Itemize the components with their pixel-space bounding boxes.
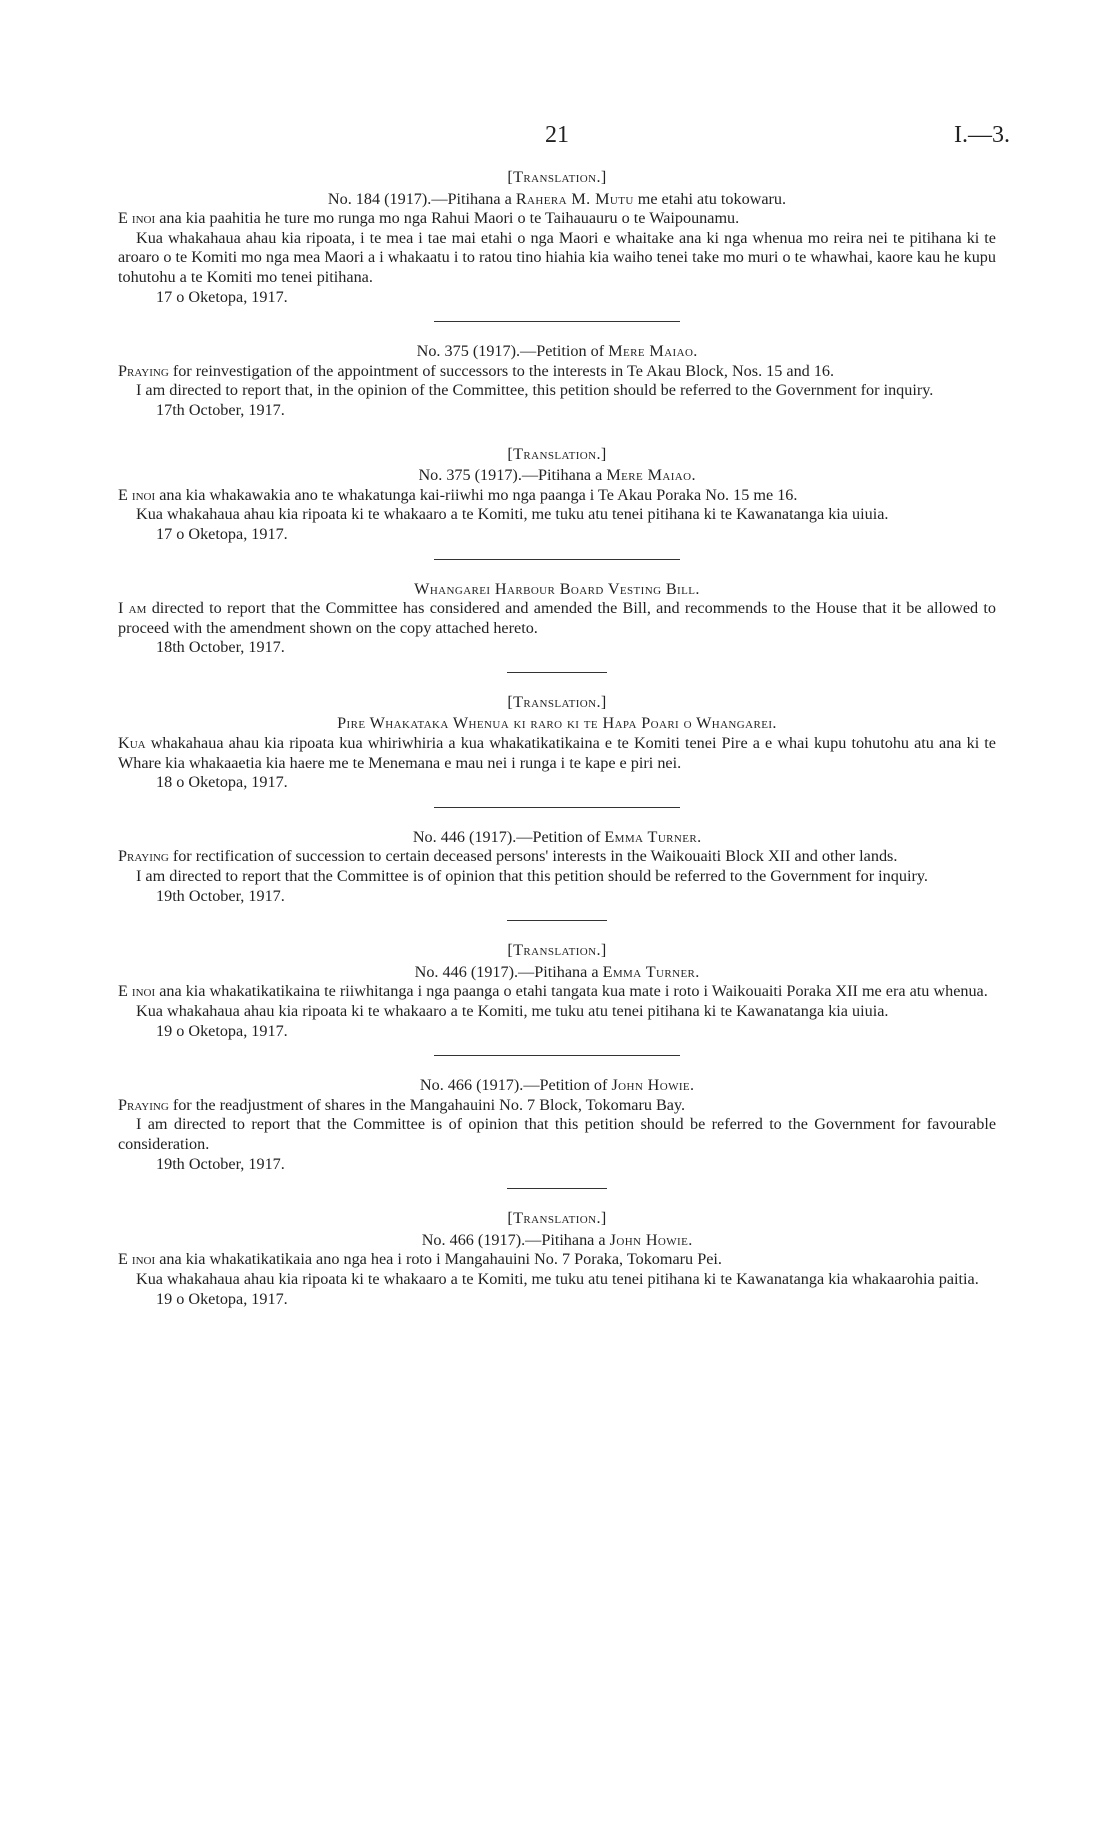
heading-prefix: No. 446 (1917).—Petition of (412, 827, 605, 846)
lead-words: E inoi (118, 1250, 156, 1269)
lead-words: Kua (118, 734, 146, 753)
section-466-translation (118, 1209, 996, 1309)
translation-label: [Translation.] (507, 941, 607, 960)
petitioner-name: Mere Maiao (606, 466, 692, 485)
lead-words: E inoi (118, 485, 156, 504)
petitioner-name: John Howie (609, 1230, 689, 1249)
heading-suffix: . (697, 827, 702, 846)
section-divider (507, 1188, 607, 1189)
section-heading (118, 714, 996, 734)
page-number: 21 (545, 122, 569, 148)
paragraph-text: ana kia whakatikatikaia ano nga hea i roto i Mangahauini No. 7 Poraka, Tokomaru Pei. (155, 1250, 722, 1269)
heading-prefix: No. 466 (1917).—Pitihana a (421, 1230, 610, 1249)
section-divider (507, 672, 607, 673)
bill-title: Whangarei Harbour Board Vesting Bill (414, 579, 696, 598)
section-divider (434, 559, 680, 560)
paragraph: I am directed to report that the Committee is of opinion that this petition should be referred to the Government for inquiry. (136, 867, 928, 886)
heading-suffix: . (688, 1230, 693, 1249)
section-whangarei-bill-translation (118, 693, 996, 793)
paragraph (118, 362, 996, 382)
bill-title: Pire Whakataka Whenua ki raro ki te Hapa Poari o Whangarei (337, 714, 773, 733)
section-184-translation (118, 168, 996, 307)
section-divider (434, 807, 680, 808)
heading-prefix: No. 466 (1917).—Petition of (419, 1076, 612, 1095)
translation-label: [Translation.] (507, 444, 607, 463)
section-heading (118, 963, 996, 983)
section-466 (118, 1076, 996, 1174)
section-446-translation (118, 941, 996, 1041)
paragraph (118, 982, 996, 1002)
section-date: 19 o Oketopa, 1917. (156, 1021, 288, 1040)
petitioner-name: Rahera M. Mutu (515, 189, 634, 208)
document-reference: I.—3. (954, 122, 1010, 148)
heading-suffix: . (690, 1076, 695, 1095)
section-heading (118, 190, 996, 210)
lead-words: I am (118, 599, 147, 618)
heading-suffix: . (695, 579, 700, 598)
paragraph (118, 734, 996, 773)
petitioner-name: John Howie (611, 1076, 691, 1095)
heading-prefix: No. 184 (1917).—Pitihana a (327, 189, 516, 208)
paragraph (118, 1250, 996, 1270)
paragraph-text: ana kia whakatikatikaina te riiwhitanga i nga paanga o etahi tangata kua mate i roto i Waikouaiti Poraka XII me era atu whenua. (155, 982, 988, 1001)
paragraph: Kua whakahaua ahau kia ripoata ki te whakaaro a te Komiti, me tuku atu tenei pitihana ki te Kawanatanga kia whakaarohia paitia. (136, 1269, 979, 1288)
heading-suffix: . (695, 962, 700, 981)
lead-words: Praying (118, 1095, 169, 1114)
section-heading (118, 1231, 996, 1251)
paragraph-text: whakahaua ahau kia ripoata kua whiriwhiria a kua whakatikatikaina e te Komiti tenei Pire a e whai kupu tohutohu atu ana ki te Whare kia whakaaetia kia haere me te Menemana e mau nei i runga i te kape e piri nei. (118, 734, 996, 772)
page-header (118, 110, 1010, 162)
heading-suffix: . (693, 342, 698, 361)
heading-suffix: . (772, 714, 777, 733)
heading-prefix: No. 375 (1917).—Petition of (416, 342, 609, 361)
section-heading (118, 1076, 996, 1096)
heading-prefix: No. 375 (1917).—Pitihana a (418, 466, 607, 485)
section-divider (507, 920, 607, 921)
translation-label: [Translation.] (507, 692, 607, 711)
section-446 (118, 828, 996, 906)
paragraph-text: for reinvestigation of the appointment of successors to the interests in Te Akau Block, Nos. 15 and 16. (168, 361, 835, 380)
section-375 (118, 342, 996, 420)
section-divider (434, 1055, 680, 1056)
section-heading (118, 580, 996, 600)
section-date: 17 o Oketopa, 1917. (156, 524, 288, 543)
section-date: 19th October, 1917. (156, 1154, 285, 1173)
lead-words: Praying (118, 847, 169, 866)
section-date: 19th October, 1917. (156, 886, 285, 905)
translation-label: [Translation.] (507, 168, 607, 186)
heading-suffix: me etahi atu tokowaru. (633, 189, 787, 208)
section-date: 18th October, 1917. (156, 638, 285, 657)
section-375-translation (118, 445, 996, 545)
paragraph (118, 486, 996, 506)
paragraph-text: ana kia paahitia he ture mo runga mo nga Rahui Maori o te Taihauauru o te Waipounamu. (155, 209, 740, 228)
paragraph-text: for the readjustment of shares in the Mangahauini No. 7 Block, Tokomaru Bay. (168, 1095, 686, 1114)
paragraph (118, 599, 996, 638)
section-date: 19 o Oketopa, 1917. (156, 1289, 288, 1308)
paragraph: Kua whakahaua ahau kia ripoata, i te mea i tae mai etahi o nga Maori e whaitake ana ki nga whenua mo reira nei te pitihana ki te aroaro o te Komiti mo nga mea Maori a i whakaatu i to ratou tino hiahia kia waiho tenei take mo muri o te whawhai, kaore kau he kupu tohutohu a te Komiti mo tenei pitihana. (118, 228, 996, 286)
document-page (118, 110, 1010, 1309)
lead-words: Praying (118, 361, 169, 380)
lead-words: E inoi (118, 982, 156, 1001)
paragraph-text: ana kia whakawakia ano te whakatunga kai-riiwhi mo nga paanga i Te Akau Poraka No. 15 me 16. (155, 485, 798, 504)
petitioner-name: Emma Turner (604, 827, 698, 846)
section-date: 17th October, 1917. (156, 400, 285, 419)
paragraph: Kua whakahaua ahau kia ripoata ki te whakaaro a te Komiti, me tuku atu tenei pitihana ki te Kawanatanga kia uiuia. (136, 1002, 889, 1020)
paragraph (118, 847, 996, 867)
section-whangarei-bill (118, 580, 996, 658)
section-heading (118, 466, 996, 486)
section-heading (118, 342, 996, 362)
petitioner-name: Emma Turner (602, 962, 696, 981)
heading-prefix: No. 446 (1917).—Pitihana a (414, 962, 603, 981)
paragraph: Kua whakahaua ahau kia ripoata ki te whakaaro a te Komiti, me tuku atu tenei pitihana ki te Kawanatanga kia uiuia. (136, 505, 889, 524)
lead-words: E inoi (118, 209, 156, 228)
paragraph: I am directed to report that the Committee is of opinion that this petition should be referred to the Government for favourable consideration. (118, 1115, 996, 1153)
paragraph-text: directed to report that the Committee has considered and amended the Bill, and recommends to the House that it be allowed to proceed with the amendment shown on the copy attached hereto. (118, 599, 996, 637)
paragraph (118, 1096, 996, 1116)
paragraph (118, 209, 996, 229)
section-heading (118, 828, 996, 848)
translation-label: [Translation.] (507, 1209, 607, 1228)
paragraph-text: for rectification of succession to certain deceased persons' interests in the Waikouaiti Block XII and other lands. (168, 847, 898, 866)
heading-suffix: . (691, 466, 696, 485)
section-date: 17 o Oketopa, 1917. (156, 287, 288, 306)
section-date: 18 o Oketopa, 1917. (156, 773, 288, 792)
section-divider (434, 321, 680, 322)
paragraph: I am directed to report that, in the opinion of the Committee, this petition should be referred to the Government for inquiry. (136, 381, 934, 400)
petitioner-name: Mere Maiao (608, 342, 694, 361)
